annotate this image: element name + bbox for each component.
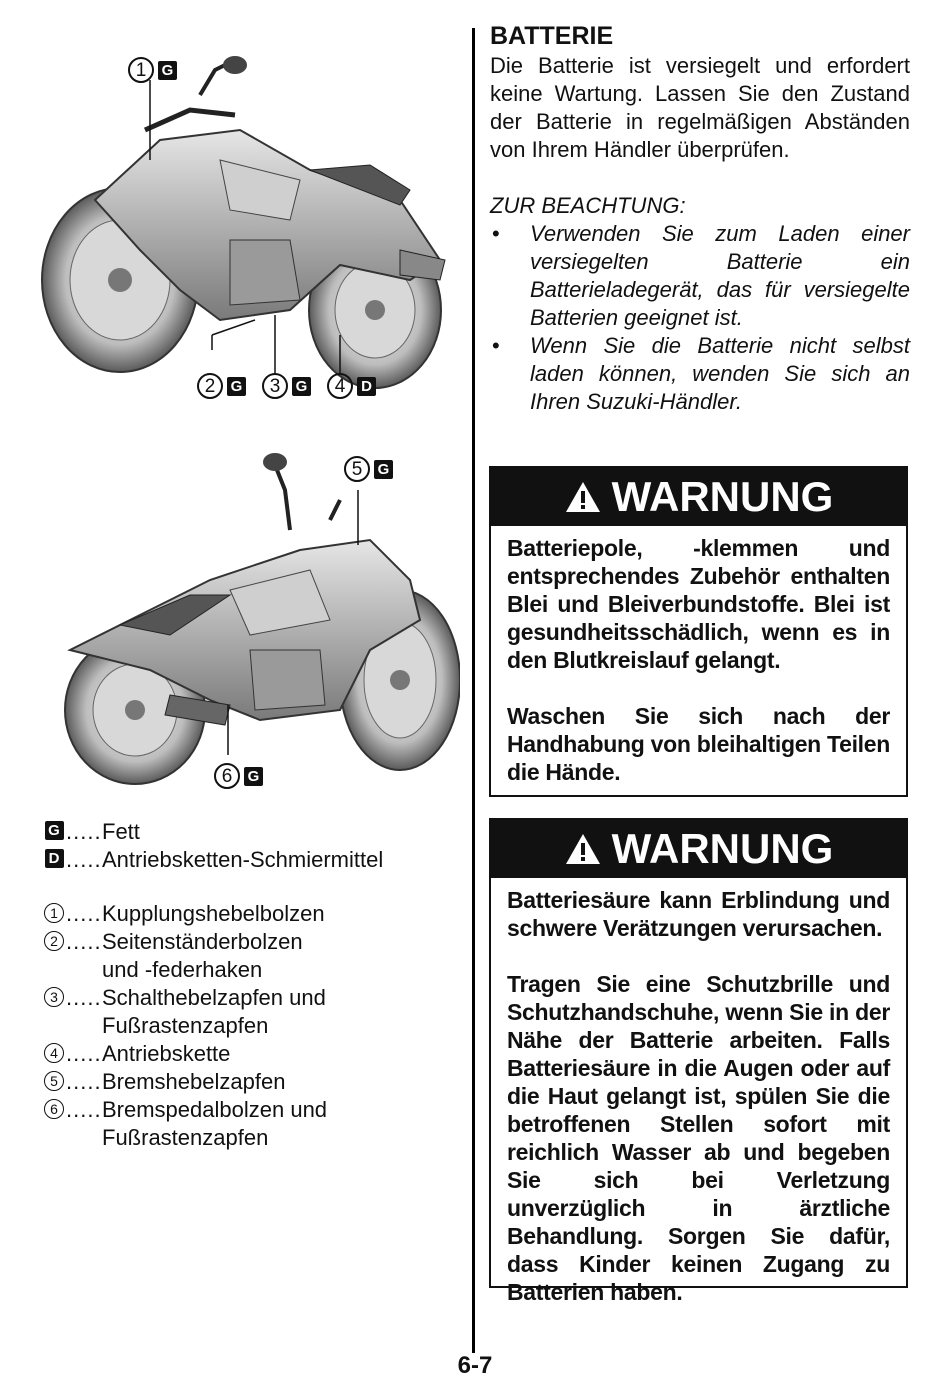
code-badge: G bbox=[45, 821, 64, 840]
motorcycle-illustration-top bbox=[40, 50, 460, 410]
column-divider bbox=[472, 28, 475, 1353]
code-badge: D bbox=[357, 377, 376, 396]
legend-item-text: Kupplungshebelbolzen bbox=[102, 901, 325, 926]
legend-code-row bbox=[42, 818, 462, 846]
page-number: 6-7 bbox=[457, 1352, 493, 1379]
legend-item-text: Fußrastenzapfen bbox=[102, 1013, 269, 1038]
legend-item bbox=[42, 1068, 462, 1096]
code-badge: G bbox=[244, 767, 263, 786]
legend-item-text: Bremshebelzapfen bbox=[102, 1069, 286, 1094]
note bbox=[490, 192, 910, 416]
leader-dots: ..... bbox=[66, 847, 102, 872]
legend-item bbox=[42, 928, 462, 984]
item-number: 2 bbox=[44, 931, 64, 951]
legend-item bbox=[42, 984, 462, 1040]
callout-6 bbox=[214, 763, 263, 789]
code-badge: G bbox=[292, 377, 311, 396]
motorcycle-figure-right-side bbox=[40, 50, 460, 410]
warning-body bbox=[491, 878, 906, 1318]
item-number: 5 bbox=[44, 1071, 64, 1091]
leader-dots: ..... bbox=[66, 901, 102, 926]
motorcycle-figure-left-side bbox=[40, 450, 460, 790]
legend-item-text: und -federhaken bbox=[102, 957, 263, 982]
warning-header bbox=[491, 468, 906, 526]
code-badge: G bbox=[374, 460, 393, 479]
callout-number: 6 bbox=[214, 763, 240, 789]
leader-dots: ..... bbox=[66, 819, 102, 844]
leader-dots: ..... bbox=[66, 1041, 102, 1066]
leader-dots: ..... bbox=[66, 929, 102, 954]
warning-text: Waschen Sie sich nach der Handhabung von bleihaltigen Teilen die Hände. bbox=[507, 703, 890, 785]
warning-box-acid bbox=[489, 818, 908, 1305]
leader-dots: ..... bbox=[66, 1097, 102, 1122]
section-title: BATTERIE bbox=[490, 22, 614, 50]
callout-number: 5 bbox=[344, 456, 370, 482]
callout-number: 1 bbox=[128, 57, 154, 83]
code-badge: D bbox=[45, 849, 64, 868]
warning-title: WARNUNG bbox=[611, 473, 834, 520]
legend-item bbox=[42, 1096, 462, 1152]
motorcycle-illustration-bottom bbox=[40, 450, 460, 790]
warning-text: Batteriesäure kann Erblindung und schwere Verätzungen verursachen. bbox=[507, 887, 890, 941]
warning-text: Tragen Sie eine Schutzbrille und Schutzhandschuhe, wenn Sie in der Nähe der Batterie arbeiten. Falls Batteriesäure in die Augen oder auf die Haut gelangt ist, spülen Sie die betroffenen Stellen sofort mit reichlich Wasser ab und begeben Sie sich bei Verletzung unverzüglich in ärztliche Behandlung. Sorgen Sie dafür, dass Kinder keinen Zugang zu Batterien haben. bbox=[507, 971, 890, 1305]
warning-header bbox=[491, 820, 906, 878]
leader-dots: ..... bbox=[66, 985, 102, 1010]
battery-body: Die Batterie ist versiegelt und erfordert keine Wartung. Lassen Sie den Zustand der Batterie in regelmäßigen Abständen von Ihrem Händler überprüfen. bbox=[490, 53, 910, 162]
legend-item-text: Antriebskette bbox=[102, 1041, 231, 1066]
callout-number: 2 bbox=[197, 373, 223, 399]
note-item: • Wenn Sie die Batterie nicht selbst laden können, wenden Sie sich an Ihren Suzuki-Händler. bbox=[490, 332, 910, 416]
warning-title: WARNUNG bbox=[611, 825, 834, 872]
note-list bbox=[490, 220, 910, 416]
callout-number: 4 bbox=[327, 373, 353, 399]
legend-item-text: Bremspedalbolzen und bbox=[102, 1097, 328, 1122]
warning-text: Batteriepole, -klemmen und entsprechendes Zubehör enthalten Blei und Bleiverbundstoffe. Blei ist gesundheitsschädlich, wenn es in den Blutkreislauf gelangt. bbox=[507, 535, 890, 673]
legend bbox=[42, 818, 462, 1152]
legend-label: Fett bbox=[102, 819, 140, 844]
callout-number: 3 bbox=[262, 373, 288, 399]
callout-4 bbox=[327, 373, 376, 399]
note-title: ZUR BEACHTUNG: bbox=[490, 193, 686, 218]
leader-dots: ..... bbox=[66, 1069, 102, 1094]
battery-section bbox=[490, 20, 910, 416]
warning-triangle-icon bbox=[564, 480, 602, 514]
legend-item-text: Seitenständerbolzen bbox=[102, 929, 303, 954]
legend-item bbox=[42, 1040, 462, 1068]
note-item: • Verwenden Sie zum Laden einer versiegelten Batterie ein Batterieladegerät, das für versiegelte Batterien geeignet ist. bbox=[490, 220, 910, 332]
legend-item-text: Fußrastenzapfen bbox=[102, 1125, 269, 1150]
warning-box-lead bbox=[489, 466, 908, 797]
legend-code-row bbox=[42, 846, 462, 874]
callout-1 bbox=[128, 57, 177, 83]
item-number: 1 bbox=[44, 903, 64, 923]
code-badge: G bbox=[158, 61, 177, 80]
item-number: 4 bbox=[44, 1043, 64, 1063]
legend-item-text: Schalthebelzapfen und bbox=[102, 985, 326, 1010]
legend-item bbox=[42, 900, 462, 928]
legend-label: Antriebsketten-Schmiermittel bbox=[102, 847, 384, 872]
callout-3 bbox=[262, 373, 311, 399]
code-badge: G bbox=[227, 377, 246, 396]
callout-2 bbox=[197, 373, 246, 399]
warning-triangle-icon bbox=[564, 832, 602, 866]
callout-5 bbox=[344, 456, 393, 482]
warning-body bbox=[491, 526, 906, 798]
item-number: 6 bbox=[44, 1099, 64, 1119]
item-number: 3 bbox=[44, 987, 64, 1007]
